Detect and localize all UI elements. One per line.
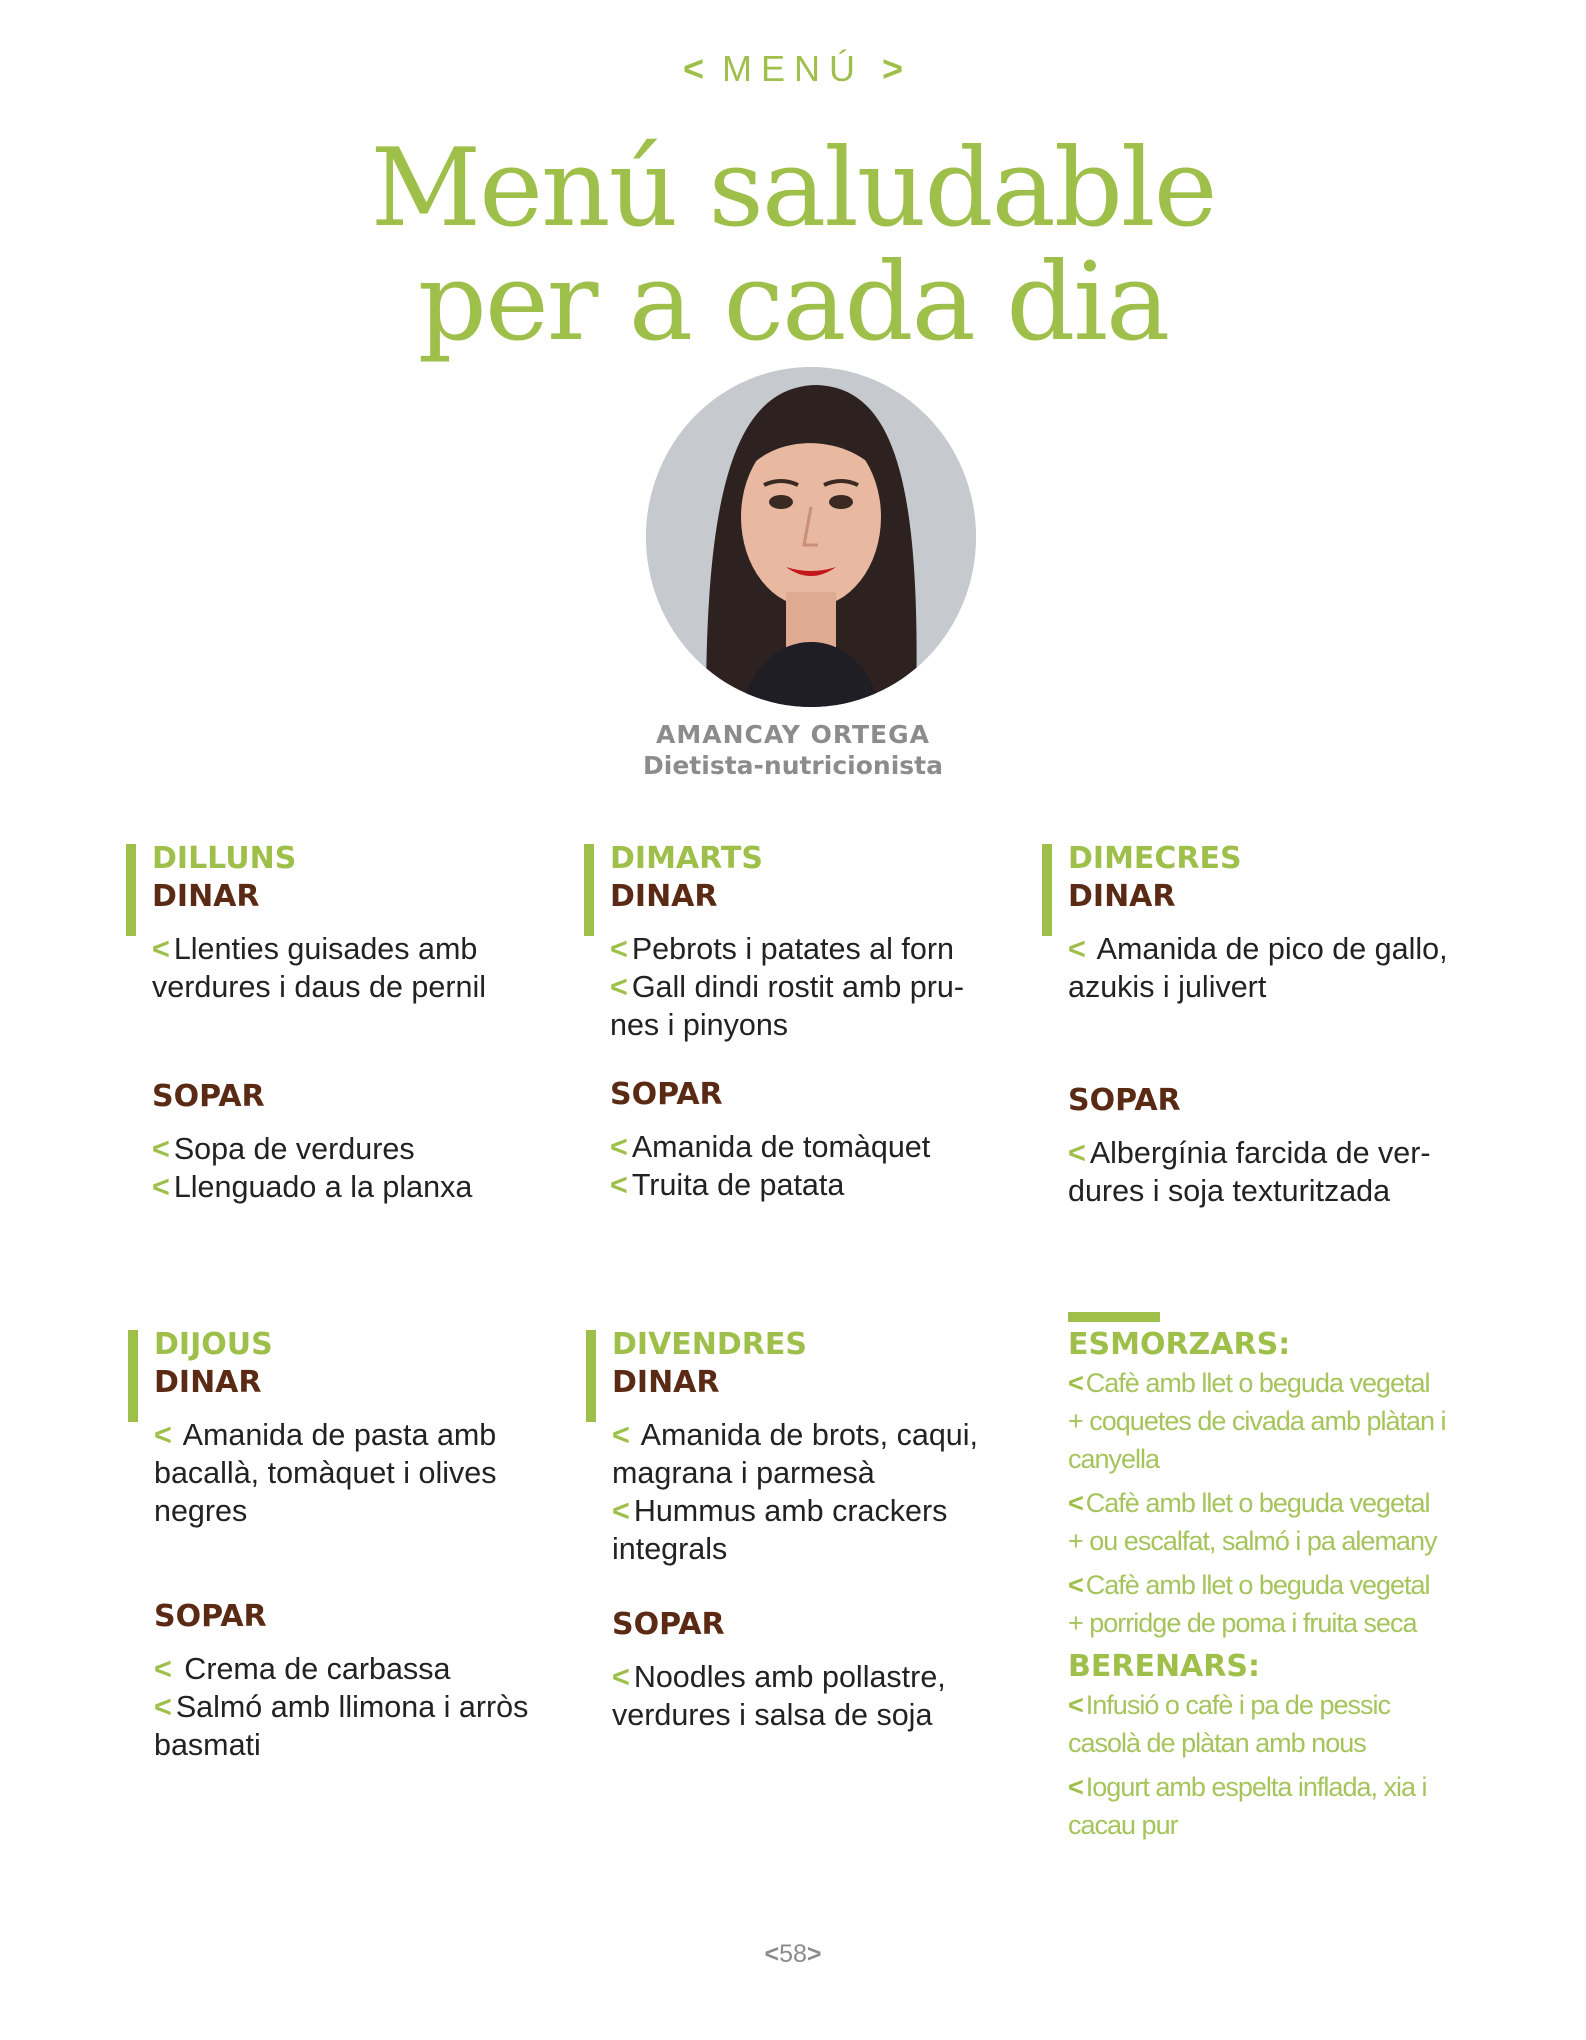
menu-item-continuation: verdures i salsa de soja	[612, 1698, 933, 1732]
page-title	[0, 126, 1586, 365]
day-accent-bar	[1042, 844, 1052, 936]
section-kicker	[0, 48, 1586, 90]
dinar-label: DINAR	[612, 1365, 720, 1400]
kicker-right-chevron: >	[882, 48, 904, 89]
menu-item: < Truita de patata	[610, 1168, 845, 1202]
esmorzar-item: <Cafè amb llet o beguda vegetal + ou escalfat, salmó i pa alemany	[1068, 1488, 1437, 1556]
menu-item: < Amanida de tomàquet	[610, 1130, 931, 1164]
dinar-items	[1068, 930, 1488, 1006]
day-name: DIMECRES	[1068, 841, 1242, 876]
title-line-1: Menú saludable	[370, 126, 1216, 251]
menu-item: < Albergínia farcida de ver-	[1068, 1136, 1431, 1170]
bullet-chevron-icon: <	[610, 1168, 628, 1202]
day-accent-bar	[128, 1330, 138, 1422]
dinar-items	[152, 930, 572, 1006]
sopar-section	[1068, 1082, 1508, 1210]
day-dilluns	[152, 840, 572, 1204]
menu-item: < Noodles amb pollastre,	[612, 1660, 946, 1694]
sopar-section	[612, 1606, 1052, 1734]
sopar-section	[154, 1598, 594, 1764]
esmorzar-item: <Cafè amb llet o beguda vegetal + porridge de poma i fruita seca	[1068, 1570, 1430, 1638]
bullet-chevron-icon: <	[152, 932, 170, 966]
bullet-chevron-icon: <	[1068, 1690, 1084, 1720]
page-number	[0, 1940, 1586, 1969]
sopar-section	[152, 1078, 592, 1206]
menu-item-continuation: verdures i daus de pernil	[152, 970, 486, 1004]
bullet-chevron-icon: <	[1068, 1136, 1086, 1170]
bullet-chevron-icon: <	[612, 1418, 630, 1452]
dinar-label: DINAR	[610, 879, 718, 914]
menu-item: < Llenguado a la planxa	[152, 1170, 473, 1204]
menu-item: < Amanida de pico de gallo,	[1068, 932, 1448, 966]
kicker-left-chevron: <	[682, 48, 704, 89]
snacks-column	[1068, 1312, 1488, 1850]
bullet-chevron-icon: <	[154, 1652, 172, 1686]
day-accent-bar	[586, 1330, 596, 1422]
bullet-chevron-icon: <	[154, 1418, 172, 1452]
page-number-value: 58	[779, 1940, 807, 1968]
bullet-chevron-icon: <	[610, 1130, 628, 1164]
day-dijous	[154, 1326, 574, 1762]
bullet-chevron-icon: <	[610, 970, 628, 1004]
bullet-chevron-icon: <	[1068, 1488, 1084, 1518]
bullet-chevron-icon: <	[1068, 1570, 1084, 1600]
day-divendres	[612, 1326, 1032, 1732]
kicker-word: MENÚ	[722, 48, 864, 89]
menu-item: < Sopa de verdures	[152, 1132, 415, 1166]
bullet-chevron-icon: <	[152, 1170, 170, 1204]
menu-item: < Crema de carbassa	[154, 1652, 451, 1686]
day-dimarts	[610, 840, 1030, 1202]
sopar-label: SOPAR	[610, 1077, 723, 1112]
menu-item-continuation: nes i pinyons	[610, 1008, 789, 1042]
sopar-label: SOPAR	[1068, 1083, 1181, 1118]
bullet-chevron-icon: <	[1068, 1368, 1084, 1398]
page-left-chevron: <	[764, 1940, 780, 1968]
menu-item: < Amanida de pasta amb	[154, 1418, 497, 1452]
esmorzar-item: <Cafè amb llet o beguda vegetal + coquetes de civada amb plàtan i canyella	[1068, 1368, 1446, 1474]
menu-item-continuation: dures i soja texturitzada	[1068, 1174, 1391, 1208]
menu-item-continuation: bacallà, tomàquet i olives	[154, 1456, 497, 1490]
menu-item-continuation: magrana i parmesà	[612, 1456, 875, 1490]
menu-item: < Hummus amb crackers	[612, 1494, 948, 1528]
menu-item-continuation: basmati	[154, 1728, 261, 1762]
day-accent-bar	[126, 844, 136, 936]
berenar-item: <Infusió o cafè i pa de pessic casolà de plàtan amb nous	[1068, 1690, 1390, 1758]
menu-item-continuation: azukis i julivert	[1068, 970, 1267, 1004]
dinar-label: DINAR	[1068, 879, 1176, 914]
esmorzars-heading: ESMORZARS:	[1068, 1327, 1291, 1362]
title-line-2: per a cada dia	[417, 240, 1169, 365]
menu-item: < Amanida de brots, caqui,	[612, 1418, 978, 1452]
day-name: DIMARTS	[610, 841, 763, 876]
menu-item-continuation: integrals	[612, 1532, 728, 1566]
sopar-label: SOPAR	[154, 1599, 267, 1634]
section-accent-bar	[1068, 1312, 1160, 1322]
sopar-label: SOPAR	[612, 1607, 725, 1642]
sopar-label: SOPAR	[152, 1079, 265, 1114]
day-name: DIVENDRES	[612, 1327, 807, 1362]
day-accent-bar	[584, 844, 594, 936]
bullet-chevron-icon: <	[154, 1690, 172, 1724]
author-portrait	[646, 367, 976, 707]
bullet-chevron-icon: <	[1068, 1772, 1084, 1802]
menu-item-continuation: negres	[154, 1494, 248, 1528]
sopar-section	[610, 1076, 1050, 1204]
bullet-chevron-icon: <	[612, 1494, 630, 1528]
menu-item: < Pebrots i patates al forn	[610, 932, 954, 966]
day-name: DILLUNS	[152, 841, 297, 876]
page-right-chevron: >	[806, 1940, 822, 1968]
bullet-chevron-icon: <	[612, 1660, 630, 1694]
day-dimecres	[1068, 840, 1488, 1208]
menu-item: < Gall dindi rostit amb pru-	[610, 970, 965, 1004]
dinar-items	[610, 930, 1030, 1044]
menu-item: < Salmó amb llimona i arròs	[154, 1690, 529, 1724]
author-name: AMANCAY ORTEGA	[656, 720, 930, 749]
dinar-label: DINAR	[152, 879, 260, 914]
author-credit	[0, 720, 1586, 780]
berenars-heading: BERENARS:	[1068, 1649, 1260, 1684]
bullet-chevron-icon: <	[1068, 932, 1086, 966]
dinar-items	[612, 1416, 1032, 1568]
berenar-item: <Iogurt amb espelta inflada, xia i cacau pur	[1068, 1772, 1427, 1840]
menu-item: < Llenties guisades amb	[152, 932, 478, 966]
bullet-chevron-icon: <	[152, 1132, 170, 1166]
portrait-illustration	[646, 367, 976, 707]
dinar-label: DINAR	[154, 1365, 262, 1400]
author-role: Dietista-nutricionista	[643, 751, 943, 780]
day-name: DIJOUS	[154, 1327, 273, 1362]
dinar-items	[154, 1416, 574, 1530]
bullet-chevron-icon: <	[610, 932, 628, 966]
